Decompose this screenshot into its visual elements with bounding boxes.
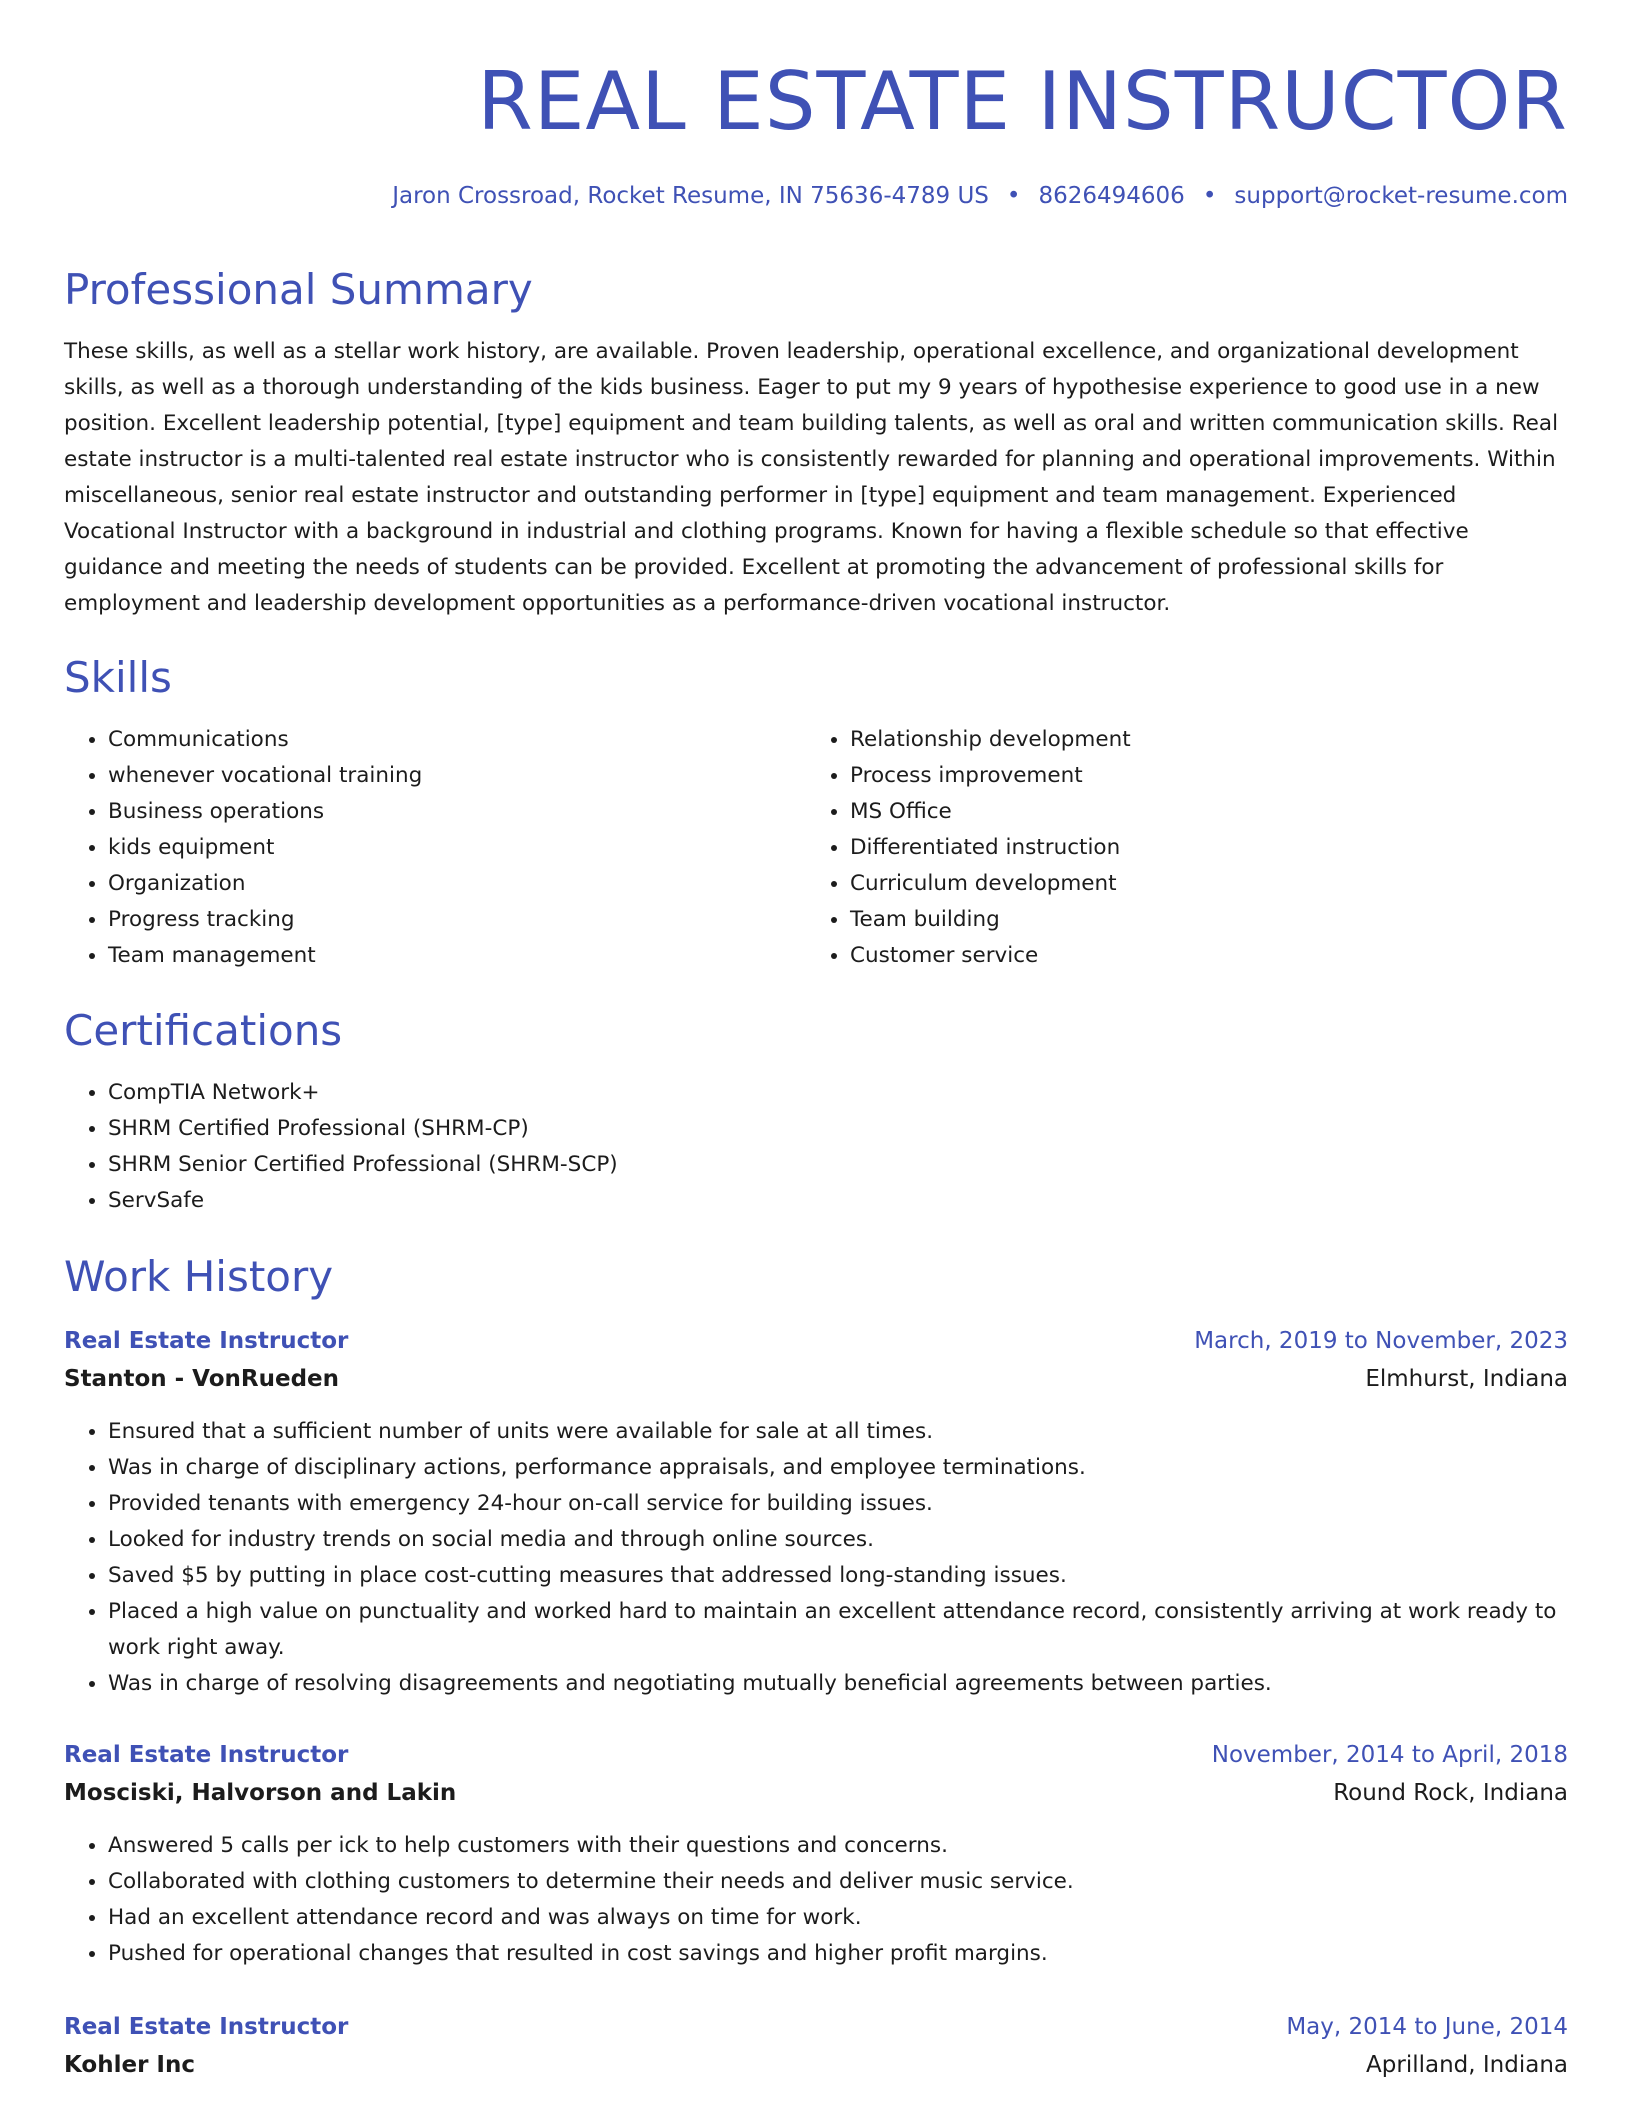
certification-item: • SHRM Certified Professional (SHRM-CP) bbox=[108, 1111, 1064, 1147]
job-bullet: • Looked for industry trends on social media and through online sources. bbox=[108, 1522, 1568, 1558]
job-bullet: • Answered 5 calls per ick to help customers with their questions and concerns. bbox=[108, 1828, 1568, 1864]
skill-item: • Progress tracking bbox=[108, 902, 764, 938]
certification-item: • SHRM Senior Certified Professional (SHRM-SCP) bbox=[108, 1147, 1064, 1183]
professional-summary-text: These skills, as well as a stellar work history, are available. Proven leadership, operational excellence, and organizational development skills, as well as a thorough understanding of the kids business. Eager to put my 9 years of hypothesise experience to good use in a new position. Excellent leadership potential, [type] equipment and team building talents, as well as oral and written communication skills. Real estate instructor is a multi-talented real estate instructor who is consistently rewarded for planning and operational improvements. Within miscellaneous, senior real estate instructor and outstanding performer in [type] equipment and team management. Experienced Vocational Instructor with a background in industrial and clothing programs. Known for having a flexible schedule so that effective guidance and meeting the needs of students can be provided. Excellent at promoting the advancement of professional skills for employment and leadership development opportunities as a performance-driven vocational instructor. bbox=[64, 339, 1559, 616]
certification-item: • CompTIA Network+ bbox=[108, 1075, 1064, 1111]
job-company: Stanton - VonRueden bbox=[64, 1366, 340, 1392]
skills-column-left bbox=[64, 722, 764, 974]
skill-item: • Process improvement bbox=[850, 758, 1506, 794]
contact-phone: 8626494606 bbox=[1038, 183, 1185, 209]
certifications-heading: Certifications bbox=[64, 1006, 343, 1055]
job-entry bbox=[64, 1322, 1568, 1702]
job-title: Real Estate Instructor bbox=[64, 1742, 349, 1768]
job-dates: November, 2014 to April, 2018 bbox=[1211, 1742, 1568, 1768]
skills-list-left bbox=[64, 722, 764, 974]
skill-item: • Business operations bbox=[108, 794, 764, 830]
contact-line bbox=[392, 180, 1568, 212]
job-bullet: • Was in charge of disciplinary actions, performance appraisals, and employee terminations. bbox=[108, 1450, 1568, 1486]
skill-item: • Relationship development bbox=[850, 722, 1506, 758]
job-title: Real Estate Instructor bbox=[64, 1328, 349, 1354]
skill-item: • Differentiated instruction bbox=[850, 830, 1506, 866]
contact-address: Jaron Crossroad, Rocket Resume, IN 75636-4789 US bbox=[392, 183, 989, 209]
job-location: Aprilland, Indiana bbox=[1366, 2052, 1568, 2078]
job-bullet: • Provided tenants with emergency 24-hour on-call service for building issues. bbox=[108, 1486, 1568, 1522]
job-dates: March, 2019 to November, 2023 bbox=[1194, 1328, 1568, 1354]
resume-title: REAL ESTATE INSTRUCTOR bbox=[477, 55, 1568, 148]
job-company: Kohler Inc bbox=[64, 2052, 195, 2078]
job-bullet: • Saved $5 by putting in place cost-cutting measures that addressed long-standing issues. bbox=[108, 1558, 1568, 1594]
certifications-section bbox=[64, 1075, 1064, 1219]
contact-separator: • bbox=[1006, 183, 1021, 209]
certification-item: • ServSafe bbox=[108, 1183, 1064, 1219]
job-company: Mosciski, Halvorson and Lakin bbox=[64, 1780, 457, 1806]
work-history-heading: Work History bbox=[64, 1252, 334, 1301]
skill-item: • MS Office bbox=[850, 794, 1506, 830]
job-location: Elmhurst, Indiana bbox=[1365, 1366, 1568, 1392]
job-dates: May, 2014 to June, 2014 bbox=[1286, 2014, 1568, 2040]
skill-item: • Organization bbox=[108, 866, 764, 902]
skill-item: • Communications bbox=[108, 722, 764, 758]
skills-column-right bbox=[806, 722, 1506, 974]
job-entry bbox=[64, 1736, 1568, 1972]
skill-item: • Curriculum development bbox=[850, 866, 1506, 902]
skills-list-right bbox=[806, 722, 1506, 974]
skill-item: • kids equipment bbox=[108, 830, 764, 866]
job-entry bbox=[64, 2008, 1568, 2084]
job-bullet: • Had an excellent attendance record and was always on time for work. bbox=[108, 1900, 1568, 1936]
professional-summary-heading: Professional Summary bbox=[64, 265, 533, 314]
skill-item: • Team management bbox=[108, 938, 764, 974]
skill-item: • whenever vocational training bbox=[108, 758, 764, 794]
job-location: Round Rock, Indiana bbox=[1333, 1780, 1568, 1806]
job-bullet: • Placed a high value on punctuality and worked hard to maintain an excellent attendance record, consistently arriving at work ready to work right away. bbox=[108, 1594, 1568, 1666]
job-title: Real Estate Instructor bbox=[64, 2014, 349, 2040]
contact-separator: • bbox=[1202, 183, 1217, 209]
job-bullet: • Ensured that a sufficient number of units were available for sale at all times. bbox=[108, 1414, 1568, 1450]
job-bullet: • Collaborated with clothing customers to determine their needs and deliver music service. bbox=[108, 1864, 1568, 1900]
job-responsibilities bbox=[64, 1414, 1568, 1702]
job-bullet: • Pushed for operational changes that resulted in cost savings and higher profit margins. bbox=[108, 1936, 1568, 1972]
skill-item: • Customer service bbox=[850, 938, 1506, 974]
skill-item: • Team building bbox=[850, 902, 1506, 938]
contact-email: support@rocket-resume.com bbox=[1234, 183, 1568, 209]
certifications-list bbox=[64, 1075, 1064, 1219]
job-bullet: • Was in charge of resolving disagreements and negotiating mutually beneficial agreements between parties. bbox=[108, 1666, 1568, 1702]
skills-heading: Skills bbox=[64, 653, 172, 702]
job-responsibilities bbox=[64, 1828, 1568, 1972]
